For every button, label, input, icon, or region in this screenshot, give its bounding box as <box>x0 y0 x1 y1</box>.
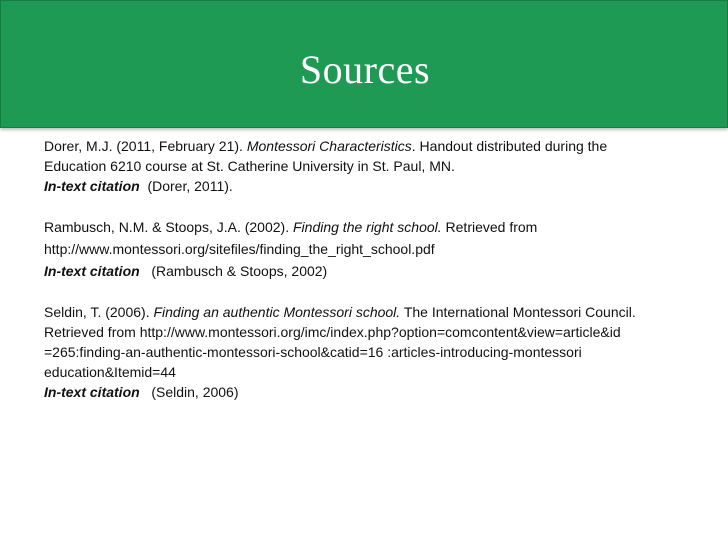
reference-authors: Dorer, M.J. (2011, February 21). <box>44 138 247 154</box>
reference-details: . Handout distributed during the <box>411 138 608 154</box>
spacer <box>44 281 712 302</box>
citation-label: In-text citation <box>44 263 140 279</box>
citation-label: In-text citation <box>44 178 140 194</box>
reference-title: Finding the right school. <box>293 219 442 235</box>
source-entry-seldin <box>44 302 712 402</box>
reference-url-line2: =265:finding-an-authentic-montessori-school&catid=16 :articles-introducing-montessori <box>44 344 582 360</box>
in-text-citation <box>44 382 712 402</box>
reference-details: Retrieved from <box>441 219 538 235</box>
reference-url-line3: education&Itemid=44 <box>44 364 176 380</box>
reference-authors: Rambusch, N.M. & Stoops, J.A. (2002). <box>44 219 293 235</box>
reference-title: Finding an authentic Montessori school. <box>153 304 401 320</box>
spacer <box>44 196 712 217</box>
reference-details: The International Montessori Council. <box>400 304 636 320</box>
reference-authors: Seldin, T. (2006). <box>44 304 154 320</box>
source-reference <box>44 302 712 382</box>
sources-list <box>44 136 712 402</box>
source-entry-rambusch <box>44 217 712 281</box>
citation-value: (Rambusch & Stoops, 2002) <box>139 263 328 279</box>
reference-details-line2: Education 6210 course at St. Catherine University in St. Paul, MN. <box>44 158 455 174</box>
reference-url: http://www.montessori.org/sitefiles/finding_the_right_school.pdf <box>44 241 435 257</box>
citation-value: (Dorer, 2011). <box>139 178 233 194</box>
source-entry-dorer <box>44 136 712 196</box>
title-banner <box>0 0 728 128</box>
slide-title: Sources <box>299 47 431 92</box>
citation-value: (Seldin, 2006) <box>139 384 239 400</box>
in-text-citation <box>44 176 712 196</box>
reference-url-line1: Retrieved from http://www.montessori.org/imc/index.php?option=comcontent&view=article&id <box>44 324 621 340</box>
reference-title: Montessori Characteristics <box>246 138 412 154</box>
citation-label: In-text citation <box>44 384 140 400</box>
source-reference <box>44 136 712 176</box>
in-text-citation <box>44 261 712 281</box>
source-reference <box>44 217 712 237</box>
